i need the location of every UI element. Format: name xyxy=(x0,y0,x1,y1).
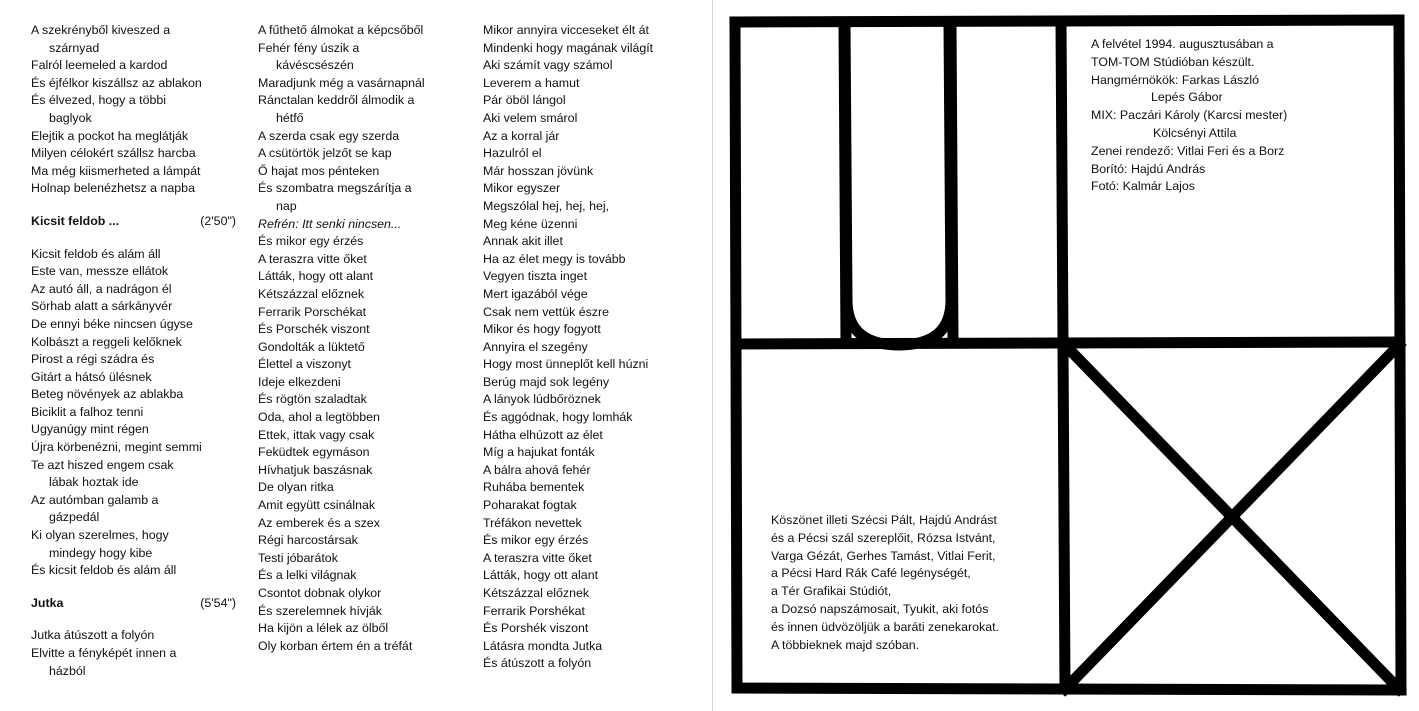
lyrics-line: Gitárt a hátsó ülésnek xyxy=(31,369,152,384)
lyrics-line: szárnyad xyxy=(49,40,100,55)
lyrics-line: Csontot dobnak olykor xyxy=(258,586,382,600)
lyrics-line: És éjfélkor kiszállsz az ablakon xyxy=(31,75,202,90)
lyrics-line: Aki velem smárol xyxy=(483,110,578,125)
lyrics-line: Mikor egyszer xyxy=(483,181,561,196)
lyrics-line: Hívhatjuk baszásnak xyxy=(258,462,373,477)
song-title xyxy=(31,213,236,231)
lyrics-line: Mikor és hogy fogyott xyxy=(483,322,601,337)
lyrics-line: És átúszott a folyón xyxy=(483,656,592,671)
credit-line: TOM-TOM Stúdióban készült. xyxy=(1091,54,1255,69)
lyrics-column-2 xyxy=(258,22,463,655)
lyrics-line: És szerelemnek hívják xyxy=(258,603,382,618)
lyrics-line: Kétszázzal előznek xyxy=(483,586,590,600)
lyrics-line: Vegyen tiszta inget xyxy=(483,269,588,284)
lyrics-line: A csütörtök jelzőt se kap xyxy=(258,146,392,161)
lyrics-line: Ránctalan keddről álmodik a xyxy=(258,93,415,108)
lyrics-line: A szerda csak egy szerda xyxy=(258,128,400,143)
lyrics-line: És mikor egy érzés xyxy=(258,234,364,249)
lyrics-line: Az autómban galamb a xyxy=(31,492,159,507)
lyrics-line: Megszólal hej, hej, hej, xyxy=(483,198,610,213)
credit-line: Borító: Hajdú András xyxy=(1091,161,1206,176)
lyrics-line: Hátha elhúzott az élet xyxy=(483,427,603,442)
lyrics-line: Látásra mondta Jutka xyxy=(483,638,603,653)
lyrics-line: Ma még kiismerheted a lámpát xyxy=(31,163,201,178)
thanks-line: és a Pécsi szál szereplőit, Rózsa Istvánt, xyxy=(771,530,996,545)
lyrics-line: Ugyanúgy mint régen xyxy=(31,422,149,437)
credit-line: Zenei rendező: Vitlai Feri és a Borz xyxy=(1091,143,1285,158)
lyrics-line: És Porshék viszont xyxy=(483,621,589,636)
lyrics-line: És rögtön szaladtak xyxy=(258,392,367,407)
lyrics-line: lábak hoztak ide xyxy=(49,475,139,490)
lyrics-line: Hazulról el xyxy=(483,146,542,161)
lyrics-line: Régi harcostársak xyxy=(258,533,358,548)
lyrics-line: Ő hajat mos pénteken xyxy=(258,163,380,178)
song-duration: (5'54") xyxy=(200,595,236,610)
lyrics-line: És aggódnak, hogy lomhák xyxy=(483,410,633,425)
lyrics-line: Ha az élet megy is tovább xyxy=(483,251,626,266)
lyrics-line: A teraszra vitte őket xyxy=(258,251,367,266)
thanks-line: a Dozsó napszámosait, Tyukit, aki fotós xyxy=(771,601,989,616)
credit-line: Fotó: Kalmár Lajos xyxy=(1091,179,1195,194)
lyrics-line: Ideje elkezdeni xyxy=(258,374,341,389)
lyrics-line: Ha kijön a lélek az ölből xyxy=(258,621,389,636)
lyrics-line: baglyok xyxy=(49,110,92,125)
lyrics-line: Az emberek és a szex xyxy=(258,515,380,530)
lyrics-line: A teraszra vitte őket xyxy=(483,550,592,565)
lyrics-line: És élvezed, hogy a többi xyxy=(31,93,167,108)
lyrics-line: Élettel a viszonyt xyxy=(258,357,351,372)
lyrics-line: Mikor annyira vicceseket élt át xyxy=(483,23,649,37)
lyrics-line: A bálra ahová fehér xyxy=(483,462,591,477)
lyrics-line: Sörhab alatt a sárkányvér xyxy=(31,299,173,314)
lyrics-line: Látták, hogy ott alant xyxy=(483,568,599,583)
song-title-text: Jutka xyxy=(31,595,64,610)
lyrics-line: Poharakat fogtak xyxy=(483,498,577,513)
lyrics-line: Fehér fény úszik a xyxy=(258,40,360,55)
song-title-text: Kicsit feldob ... xyxy=(31,213,120,228)
thanks-line: Köszönet illeti Szécsi Pált, Hajdú Andrást xyxy=(771,513,997,527)
lyrics-line: Az a korral jár xyxy=(483,128,560,143)
credit-line: MIX: Paczári Károly (Karcsi mester) xyxy=(1091,108,1288,123)
lyrics-line: Csak nem vettük észre xyxy=(483,304,610,319)
lyrics-line: Amit együtt csinálnak xyxy=(258,498,376,513)
lyrics-line: És szombatra megszárítja a xyxy=(258,181,412,196)
lyrics-line: Ferrarik Porschékat xyxy=(258,304,367,319)
lyrics-line: Míg a hajukat fonták xyxy=(483,445,595,460)
lyrics-line: Pár öböl lángol xyxy=(483,93,566,108)
lyrics-line: Kétszázzal előznek xyxy=(258,286,365,301)
lyrics-line: Leverem a hamut xyxy=(483,75,580,90)
lyrics-refrain: Refrén: Itt senki nincsen... xyxy=(258,216,402,231)
lyrics-line: De olyan ritka xyxy=(258,480,334,495)
thanks-line: A többieknek majd szóban. xyxy=(771,637,920,652)
lyrics-line: Annyira el szegény xyxy=(483,339,588,354)
lyrics-line: Tréfákon nevettek xyxy=(483,515,582,530)
lyrics-line: És mikor egy érzés xyxy=(483,533,589,548)
lyrics-line: Falról leemeled a kardod xyxy=(31,58,168,73)
lyrics-line: És kicsit feldob és alám áll xyxy=(31,563,177,578)
lyrics-line: Oda, ahol a legtöbben xyxy=(258,410,380,425)
thanks-line: a Tér Grafikai Stúdiót, xyxy=(771,584,892,599)
lyrics-line: Testi jóbarátok xyxy=(258,550,338,565)
lyrics-line: A szekrényből kiveszed a xyxy=(31,23,171,37)
lyrics-line: Milyen célokért szállsz harcba xyxy=(31,146,196,161)
lyrics-line: kávéscsészén xyxy=(276,58,354,73)
song-title xyxy=(31,595,236,613)
lyrics-line: hétfő xyxy=(276,110,304,125)
lyrics-line: Mindenki hogy magának világít xyxy=(483,40,654,55)
credit-line: Lepés Gábor xyxy=(1151,90,1223,105)
lyrics-line: És Porschék viszont xyxy=(258,322,370,337)
credits-page xyxy=(713,0,1419,711)
lyrics-line: házból xyxy=(49,663,86,678)
lyrics-line: Aki számít vagy számol xyxy=(483,58,613,73)
lyrics-line: Oly korban értem én a tréfát xyxy=(258,638,413,653)
lyrics-line: Gondolták a lüktető xyxy=(258,339,365,354)
lyrics-line: Hogy most ünneplőt kell húzni xyxy=(483,357,649,372)
lyrics-line: Az autó áll, a nadrágon él xyxy=(31,281,172,296)
lyrics-line: gázpedál xyxy=(49,510,100,525)
lyrics-line: Kolbászt a reggeli kelőknek xyxy=(31,334,182,349)
lyrics-line: Újra körbenézni, megint semmi xyxy=(31,440,202,455)
lyrics-line: Feküdtek egymáson xyxy=(258,445,370,460)
lyrics-line: Biciklit a falhoz tenni xyxy=(31,404,144,419)
lyrics-line: nap xyxy=(276,198,297,213)
lyrics-line: Mert igazából vége xyxy=(483,286,588,301)
lyrics-line: A fűthető álmokat a képcsőből xyxy=(258,23,424,37)
lyrics-line: Már hosszan jövünk xyxy=(483,163,594,178)
lyrics-line: Jutka átúszott a folyón xyxy=(31,628,155,643)
lyrics-line: Pirost a régi szádra és xyxy=(31,352,155,367)
thanks-credits xyxy=(771,512,1101,654)
lyrics-spacer xyxy=(31,231,236,246)
lyrics-line: Elejtik a pockot ha meglátják xyxy=(31,128,189,143)
lyrics-line: Este van, messze ellátok xyxy=(31,264,169,279)
lyrics-line: És a lelki világnak xyxy=(258,568,357,583)
song-duration: (2'50") xyxy=(200,213,236,228)
thanks-line: Varga Gézát, Gerhes Tamást, Vitlai Ferit, xyxy=(771,548,996,563)
lyrics-line: Kicsit feldob és alám áll xyxy=(31,246,161,261)
lyrics-column-1 xyxy=(31,22,236,680)
thanks-line: a Pécsi Hard Rák Café legénységét, xyxy=(771,566,971,581)
lyrics-line: Elvitte a fényképét innen a xyxy=(31,646,177,660)
lyrics-line: A lányok lúdbőröznek xyxy=(483,392,601,407)
lyrics-line: Maradjunk még a vasárnapnál xyxy=(258,75,425,90)
credit-line: A felvétel 1994. augusztusában a xyxy=(1091,37,1274,51)
lyrics-line: Ki olyan szerelmes, hogy xyxy=(31,528,169,543)
lyrics-line: De ennyi béke nincsen úgyse xyxy=(31,316,193,331)
credit-line: Hangmérnökök: Farkas László xyxy=(1091,72,1260,87)
lyrics-column-3 xyxy=(483,22,693,673)
lyrics-line: Meg kéne üzenni xyxy=(483,216,578,231)
lyrics-line: Te azt hiszed engem csak xyxy=(31,457,174,472)
lyrics-line: Ruhába bementek xyxy=(483,480,585,495)
lyrics-line: mindegy hogy kibe xyxy=(49,545,153,560)
lyrics-line: Beteg növények az ablakba xyxy=(31,387,184,402)
lyrics-line: Ferrarik Porshékat xyxy=(483,603,585,618)
recording-credits xyxy=(1091,36,1391,196)
lyrics-line: Holnap belenézhetsz a napba xyxy=(31,181,195,196)
lyrics-line: Berúg majd sok legény xyxy=(483,374,610,389)
lyrics-line: Annak akit illet xyxy=(483,234,563,249)
lyrics-spacer xyxy=(31,612,236,627)
lyrics-line: Ettek, ittak vagy csak xyxy=(258,427,375,442)
thanks-line: és innen üdvözöljük a baráti zenekarokat. xyxy=(771,619,999,634)
credit-line: Kölcsényi Attila xyxy=(1153,125,1237,140)
lyrics-line: Látták, hogy ott alant xyxy=(258,269,374,284)
